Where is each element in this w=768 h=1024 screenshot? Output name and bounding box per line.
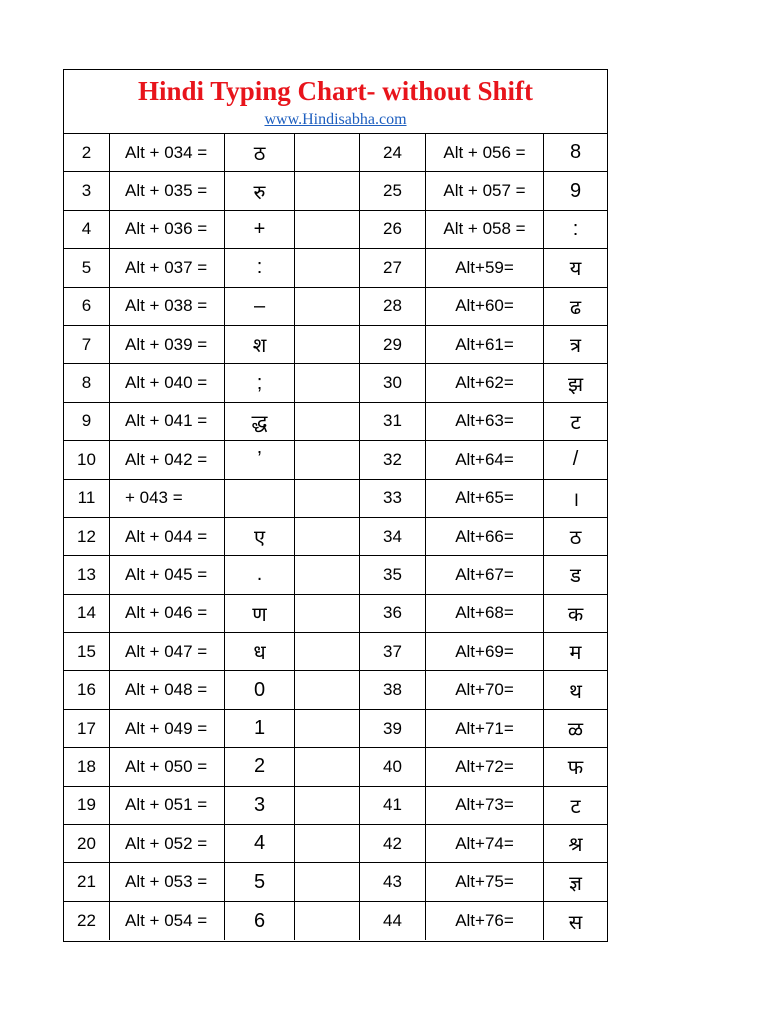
spacer-cell: [295, 211, 359, 248]
character-right: ट: [543, 403, 607, 440]
row-number-left: 19: [77, 795, 96, 815]
character-right: ट: [543, 787, 607, 824]
row-number-right: 43: [359, 863, 425, 900]
row-number-right: 38: [359, 671, 425, 708]
row-number-right: 33: [359, 480, 425, 517]
table-row: [64, 288, 607, 326]
character-left: 1: [224, 710, 295, 747]
alt-code-right: Alt+75=: [425, 863, 543, 900]
alt-code-left: Alt + 034 =: [109, 134, 224, 171]
row-number-right: 41: [359, 787, 425, 824]
character-right: 9: [543, 172, 607, 209]
character-left: 4: [224, 825, 295, 862]
table-row: [64, 671, 607, 709]
alt-code-right: Alt+61=: [425, 326, 543, 363]
spacer-cell: [295, 288, 359, 325]
alt-code-left: Alt + 048 =: [109, 671, 224, 708]
character-left: द्ध: [224, 403, 295, 440]
character-right: ज्ञ: [543, 863, 607, 900]
character-right: झ: [543, 364, 607, 401]
alt-code-left: Alt + 046 =: [109, 595, 224, 632]
character-left: ठ: [224, 134, 295, 171]
table-row: [64, 172, 607, 210]
character-right: त्र: [543, 326, 607, 363]
table-row: [64, 364, 607, 402]
row-number-left: 11: [77, 488, 96, 508]
alt-code-left: Alt + 037 =: [109, 249, 224, 286]
alt-code-left: Alt + 044 =: [109, 518, 224, 555]
character-left: –: [224, 288, 295, 325]
row-number-left: 7: [81, 334, 92, 354]
row-number-right: 36: [359, 595, 425, 632]
character-left: ’: [224, 441, 295, 478]
table-row: [64, 710, 607, 748]
alt-code-left: Alt + 049 =: [109, 710, 224, 747]
spacer-cell: [295, 249, 359, 286]
spacer-cell: [295, 902, 359, 940]
chart-header: [64, 70, 607, 134]
character-right: ठ: [543, 518, 607, 555]
character-right: श्र: [543, 825, 607, 862]
row-number-left: 2: [81, 142, 92, 162]
spacer-cell: [295, 518, 359, 555]
character-right: म: [543, 633, 607, 670]
alt-code-left: Alt + 040 =: [109, 364, 224, 401]
spacer-cell: [295, 595, 359, 632]
alt-code-right: Alt+73=: [425, 787, 543, 824]
table-row: [64, 403, 607, 441]
alt-code-left: Alt + 047 =: [109, 633, 224, 670]
table-row: [64, 863, 607, 901]
alt-code-right: Alt+60=: [425, 288, 543, 325]
table-row: [64, 825, 607, 863]
row-number-right: 27: [359, 249, 425, 286]
alt-code-right: Alt+76=: [425, 902, 543, 940]
character-right: स: [543, 902, 607, 940]
character-right: ढ: [543, 288, 607, 325]
row-number-right: 24: [359, 134, 425, 171]
alt-code-left: Alt + 053 =: [109, 863, 224, 900]
alt-code-right: Alt+71=: [425, 710, 543, 747]
alt-code-right: Alt+74=: [425, 825, 543, 862]
character-right: थ: [543, 671, 607, 708]
spacer-cell: [295, 748, 359, 785]
alt-code-left: Alt + 054 =: [109, 902, 224, 940]
spacer-cell: [295, 863, 359, 900]
character-right: क: [543, 595, 607, 632]
alt-code-right: Alt + 058 =: [425, 211, 543, 248]
row-number-right: 42: [359, 825, 425, 862]
table-row: [64, 518, 607, 556]
alt-code-right: Alt+65=: [425, 480, 543, 517]
alt-code-left: Alt + 052 =: [109, 825, 224, 862]
row-number-right: 44: [359, 902, 425, 940]
spacer-cell: [295, 671, 359, 708]
row-number-right: 39: [359, 710, 425, 747]
alt-code-left: Alt + 038 =: [109, 288, 224, 325]
row-number-left: 17: [77, 718, 96, 738]
row-number-left: 20: [77, 833, 96, 853]
character-left: 0: [224, 671, 295, 708]
table-row: [64, 326, 607, 364]
alt-code-left: Alt + 041 =: [109, 403, 224, 440]
row-number-left: 13: [77, 564, 96, 584]
row-number-right: 31: [359, 403, 425, 440]
row-number-left: 9: [81, 411, 92, 431]
alt-code-right: Alt+59=: [425, 249, 543, 286]
character-left: 6: [224, 902, 295, 940]
alt-code-left: + 043 =: [109, 480, 224, 517]
character-left: [224, 480, 295, 517]
alt-code-right: Alt+67=: [425, 556, 543, 593]
spacer-cell: [295, 403, 359, 440]
row-number-left: 22: [77, 911, 96, 930]
spacer-cell: [295, 787, 359, 824]
alt-code-table: [64, 134, 607, 940]
row-number-left: 8: [81, 373, 92, 393]
table-row: [64, 249, 607, 287]
row-number-right: 35: [359, 556, 425, 593]
table-row: [64, 480, 607, 518]
row-number-left: 18: [77, 756, 96, 776]
character-left: :: [224, 249, 295, 286]
character-right: ।: [543, 480, 607, 517]
row-number-right: 32: [359, 441, 425, 478]
alt-code-left: Alt + 045 =: [109, 556, 224, 593]
spacer-cell: [295, 326, 359, 363]
alt-code-right: Alt+72=: [425, 748, 543, 785]
alt-code-right: Alt+63=: [425, 403, 543, 440]
row-number-left: 3: [81, 181, 92, 201]
row-number-left: 21: [77, 872, 96, 892]
character-left: 2: [224, 748, 295, 785]
row-number-left: 16: [77, 680, 96, 700]
character-right: ड: [543, 556, 607, 593]
table-row: [64, 441, 607, 479]
alt-code-left: Alt + 051 =: [109, 787, 224, 824]
alt-code-right: Alt+66=: [425, 518, 543, 555]
spacer-cell: [295, 825, 359, 862]
spacer-cell: [295, 633, 359, 670]
row-number-right: 40: [359, 748, 425, 785]
row-number-right: 26: [359, 211, 425, 248]
website-link[interactable]: www.Hindisabha.com: [264, 111, 407, 128]
spacer-cell: [295, 441, 359, 478]
character-right: फ: [543, 748, 607, 785]
spacer-cell: [295, 134, 359, 171]
spacer-cell: [295, 480, 359, 517]
character-right: ळ: [543, 710, 607, 747]
table-row: [64, 902, 607, 940]
spacer-cell: [295, 364, 359, 401]
alt-code-right: Alt+64=: [425, 441, 543, 478]
table-row: [64, 748, 607, 786]
row-number-left: 5: [81, 257, 92, 277]
row-number-right: 25: [359, 172, 425, 209]
table-row: [64, 787, 607, 825]
alt-code-right: Alt+62=: [425, 364, 543, 401]
row-number-right: 37: [359, 633, 425, 670]
character-left: +: [224, 211, 295, 248]
alt-code-right: Alt + 056 =: [425, 134, 543, 171]
character-left: ध: [224, 633, 295, 670]
character-left: ए: [224, 518, 295, 555]
table-row: [64, 633, 607, 671]
row-number-left: 6: [81, 296, 92, 316]
row-number-right: 28: [359, 288, 425, 325]
alt-code-right: Alt+68=: [425, 595, 543, 632]
character-left: ण: [224, 595, 295, 632]
alt-code-right: Alt+69=: [425, 633, 543, 670]
character-right: :: [543, 211, 607, 248]
row-number-left: 15: [77, 641, 96, 661]
alt-code-right: Alt + 057 =: [425, 172, 543, 209]
character-right: य: [543, 249, 607, 286]
spacer-cell: [295, 710, 359, 747]
character-left: 5: [224, 863, 295, 900]
row-number-right: 34: [359, 518, 425, 555]
row-number-left: 4: [81, 219, 92, 239]
alt-code-left: Alt + 035 =: [109, 172, 224, 209]
spacer-cell: [295, 172, 359, 209]
table-row: [64, 595, 607, 633]
row-number-left: 12: [77, 526, 96, 546]
alt-code-left: Alt + 036 =: [109, 211, 224, 248]
character-left: .: [224, 556, 295, 593]
spacer-cell: [295, 556, 359, 593]
table-row: [64, 134, 607, 172]
alt-code-right: Alt+70=: [425, 671, 543, 708]
row-number-left: 14: [77, 603, 96, 623]
character-left: श: [224, 326, 295, 363]
character-left: 3: [224, 787, 295, 824]
row-number-right: 30: [359, 364, 425, 401]
typing-chart-sheet: [63, 69, 608, 942]
alt-code-left: Alt + 039 =: [109, 326, 224, 363]
table-row: [64, 211, 607, 249]
alt-code-left: Alt + 050 =: [109, 748, 224, 785]
row-number-left: 10: [77, 449, 96, 469]
character-left: रु: [224, 172, 295, 209]
character-left: ;: [224, 364, 295, 401]
table-row: [64, 556, 607, 594]
alt-code-left: Alt + 042 =: [109, 441, 224, 478]
chart-title: Hindi Typing Chart- without Shift: [137, 76, 534, 106]
character-right: 8: [543, 134, 607, 171]
row-number-right: 29: [359, 326, 425, 363]
character-right: /: [543, 441, 607, 478]
